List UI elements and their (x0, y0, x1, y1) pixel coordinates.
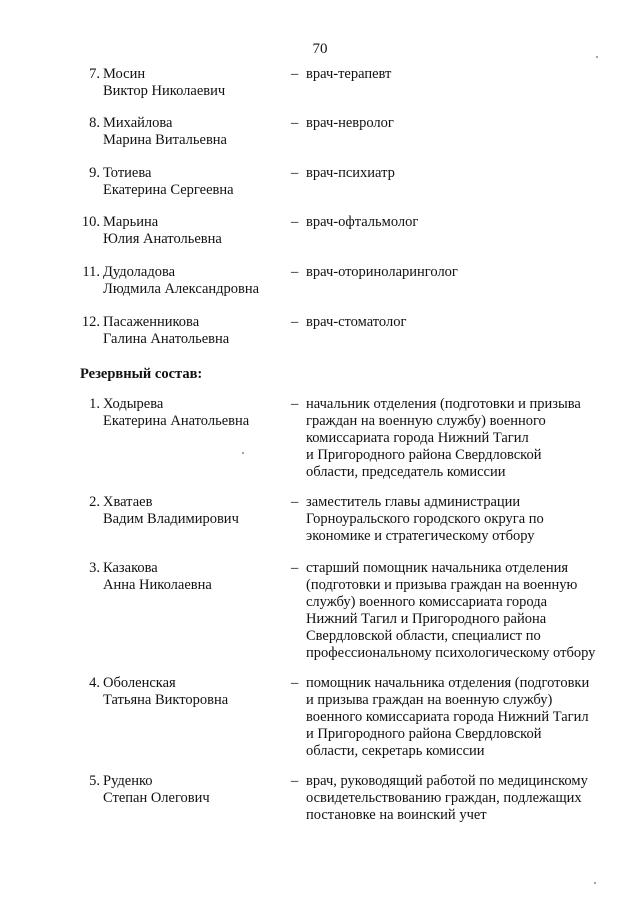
role-line: врач-оториноларинголог (306, 264, 458, 280)
role-line: врач-офтальмолог (306, 214, 419, 230)
scan-speck (594, 882, 596, 884)
member-role (306, 264, 626, 281)
role-line: комиссариата города Нижний Тагил (306, 430, 529, 446)
entry-number: 3. (89, 560, 100, 576)
member-role (306, 115, 626, 132)
dash: – (291, 214, 299, 230)
given-names: Людмила Александровна (103, 281, 260, 297)
given-names: Екатерина Сергеевна (103, 182, 234, 198)
given-names: Юлия Анатольевна (103, 231, 222, 247)
entry-number: 9. (89, 165, 100, 181)
entry-number: 2. (89, 494, 100, 510)
role-line: врач, руководящий работой по медицинскому (306, 773, 588, 789)
role-line: профессиональному психологическому отбору (306, 645, 596, 661)
scan-speck (596, 56, 598, 58)
given-names: Екатерина Анатольевна (103, 413, 250, 429)
entry-number: 12. (81, 314, 100, 330)
role-line: службу) военного комиссариата города (306, 594, 548, 610)
role-line: старший помощник начальника отделения (306, 560, 569, 576)
member-name (103, 560, 283, 594)
entry-number: 5. (89, 773, 100, 789)
surname: Мосин (103, 66, 146, 82)
role-line: врач-терапевт (306, 66, 392, 82)
entry-number: 11. (82, 264, 100, 280)
surname: Ходырева (103, 396, 164, 412)
role-line: и Пригородного района Свердловской (306, 447, 542, 463)
dash: – (291, 396, 299, 412)
member-name (103, 494, 283, 528)
given-names: Марина Витальевна (103, 132, 227, 148)
dash: – (291, 675, 299, 691)
member-role (306, 494, 626, 545)
surname: Оболенская (103, 675, 176, 691)
surname: Казакова (103, 560, 158, 576)
page-number: 70 (312, 41, 328, 57)
given-names: Татьяна Викторовна (103, 692, 229, 708)
member-name (103, 66, 283, 100)
entry-number: 4. (89, 675, 100, 691)
surname: Дудоладова (103, 264, 176, 280)
entry-number: 1. (89, 396, 100, 412)
member-name (103, 264, 283, 298)
role-line: (подготовки и призыва граждан на военную (306, 577, 578, 593)
surname: Марьина (103, 214, 159, 230)
role-line: постановке на воинский учет (306, 807, 487, 823)
surname: Михайлова (103, 115, 173, 131)
member-name (103, 675, 283, 709)
role-line: и Пригородного района Свердловской (306, 726, 542, 742)
member-role (306, 560, 626, 662)
dash: – (291, 264, 299, 280)
role-line: военного комиссариата города Нижний Тагил (306, 709, 589, 725)
role-line: врач-стоматолог (306, 314, 407, 330)
member-role (306, 396, 626, 481)
entry-number: 8. (89, 115, 100, 131)
role-line: врач-психиатр (306, 165, 395, 181)
dash: – (291, 66, 299, 82)
role-line: начальник отделения (подготовки и призыва (306, 396, 581, 412)
role-line: Горноуральского городского округа по (306, 511, 544, 527)
role-line: области, председатель комиссии (306, 464, 506, 480)
dash: – (291, 314, 299, 330)
given-names: Галина Анатольевна (103, 331, 230, 347)
member-role (306, 675, 626, 760)
reserve-section-title: Резервный состав: (80, 366, 203, 382)
member-role (306, 314, 626, 331)
role-line: области, секретарь комиссии (306, 743, 485, 759)
member-role (306, 165, 626, 182)
given-names: Вадим Владимирович (103, 511, 239, 527)
surname: Руденко (103, 773, 153, 789)
given-names: Виктор Николаевич (103, 83, 226, 99)
dash: – (291, 773, 299, 789)
member-name (103, 115, 283, 149)
role-line: Свердловской области, специалист по (306, 628, 541, 644)
given-names: Анна Николаевна (103, 577, 212, 593)
role-line: заместитель главы администрации (306, 494, 521, 510)
role-line: освидетельствованию граждан, подлежащих (306, 790, 582, 806)
dash: – (291, 115, 299, 131)
given-names: Степан Олегович (103, 790, 210, 806)
role-line: и призыва граждан на военную службу) (306, 692, 553, 708)
surname: Хватаев (103, 494, 153, 510)
entry-number: 10. (81, 214, 100, 230)
role-line: Нижний Тагил и Пригородного района (306, 611, 547, 627)
member-role (306, 66, 626, 83)
member-name (103, 214, 283, 248)
role-line: помощник начальника отделения (подготовки (306, 675, 590, 691)
role-line: врач-невролог (306, 115, 394, 131)
scan-speck (242, 452, 244, 454)
role-line: граждан на военную службу) военного (306, 413, 546, 429)
member-name (103, 314, 283, 348)
role-line: экономике и стратегическому отбору (306, 528, 535, 544)
member-name (103, 165, 283, 199)
dash: – (291, 165, 299, 181)
entry-number: 7. (89, 66, 100, 82)
member-name (103, 773, 283, 807)
surname: Тотиева (103, 165, 152, 181)
member-role (306, 773, 626, 824)
surname: Пасаженникова (103, 314, 200, 330)
member-name (103, 396, 283, 430)
dash: – (291, 494, 299, 510)
dash: – (291, 560, 299, 576)
member-role (306, 214, 626, 231)
